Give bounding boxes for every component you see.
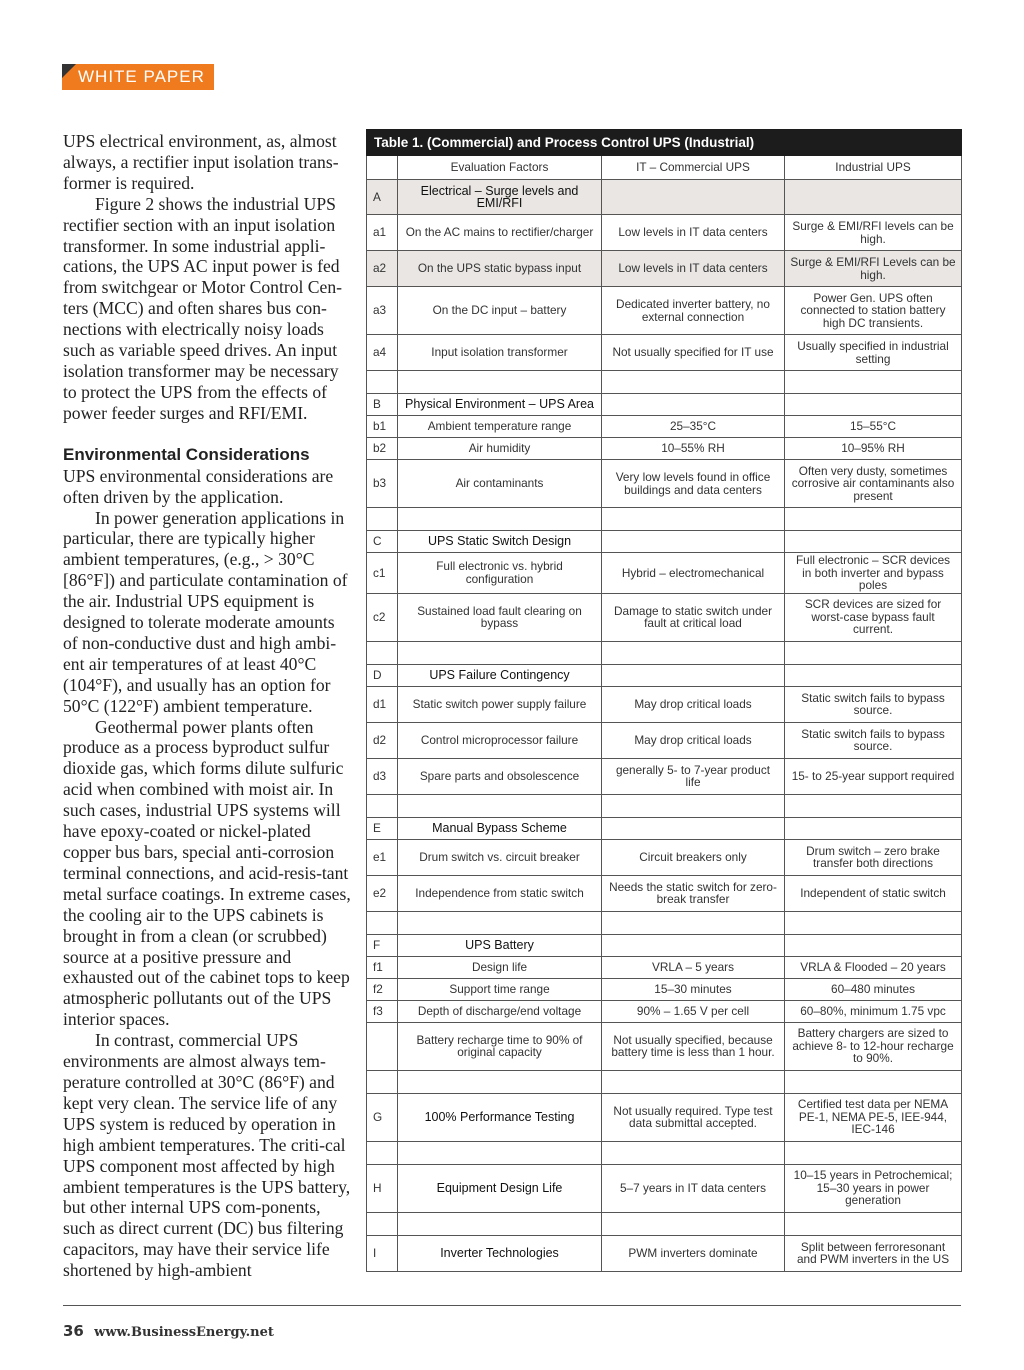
table-cell: G [367,1093,398,1141]
table-cell: Physical Environment – UPS Area [398,394,602,416]
column-header: IT – Commercial UPS [602,156,785,180]
table-row [367,686,962,722]
table-cell: c1 [367,553,398,594]
table-cell: I [367,1235,398,1271]
table-cell [785,817,962,839]
table-cell: c2 [367,593,398,641]
table-cell: Control microprocessor failure [398,722,602,758]
table-cell [785,531,962,553]
table-cell: b3 [367,460,398,508]
table-cell: Usually specified in industrial setting [785,335,962,371]
table-cell: Full electronic vs. hybrid configuration [398,553,602,594]
table-cell: Surge & EMI/RFI Levels can be high. [785,251,962,287]
table-cell: Support time range [398,978,602,1000]
table-cell: Low levels in IT data centers [602,251,785,287]
spacer-row [367,911,962,934]
ups-comparison-table [366,129,961,1272]
table-cell: May drop critical loads [602,686,785,722]
column-header: Evaluation Factors [398,156,602,180]
table-cell: May drop critical loads [602,722,785,758]
table-row [367,438,962,460]
table-cell: 5–7 years in IT data centers [602,1164,785,1212]
table-cell: Often very dusty, sometimes corrosive air contaminants also present [785,460,962,508]
table-cell: Input isolation transformer [398,335,602,371]
spacer-row [367,1070,962,1093]
table-cell: 15–55°C [785,416,962,438]
table-row [367,934,962,956]
table-cell: H [367,1164,398,1212]
table-row [367,394,962,416]
table-cell: Design life [398,956,602,978]
table-cell [602,817,785,839]
table-cell: 100% Performance Testing [398,1093,602,1141]
table-header-row [367,156,962,180]
table-row [367,839,962,875]
table-cell [785,664,962,686]
section-heading: Environmental Considerations [63,444,310,464]
table-cell: Sustained load fault clearing on bypass [398,593,602,641]
table-row [367,722,962,758]
table-cell: Static switch power supply failure [398,686,602,722]
table-row [367,1164,962,1212]
table-row [367,531,962,553]
table-cell: generally 5- to 7-year product life [602,758,785,794]
table-cell: f3 [367,1000,398,1022]
spacer-row [367,1212,962,1235]
table-cell: A [367,180,398,215]
table-cell: D [367,664,398,686]
paragraph: In power generation applications in particular, there are typically higher ambient temperatures, (e.g., > 30°C [86°F]) and particulate contamination of the air. Industrial UPS equipment is designed to tolerate moderate amounts of non-conductive dust and high ambi-ent air temperatures of at least 40°C (104°F), and usually has an option for 50°C (122°F) ambient temperature. [63,507,348,716]
table-row [367,460,962,508]
table-cell: Battery chargers are sized to achieve 8- to 12-hour recharge to 90%. [785,1022,962,1070]
spacer-row [367,641,962,664]
table-cell: Electrical – Surge levels and EMI/RFI [398,180,602,215]
section-tag-label: WHITE PAPER [78,67,205,86]
table-row [367,817,962,839]
table-cell: f1 [367,956,398,978]
table-cell [602,934,785,956]
table-cell: Inverter Technologies [398,1235,602,1271]
table-cell: 25–35°C [602,416,785,438]
table-cell: f2 [367,978,398,1000]
table-cell: UPS Failure Contingency [398,664,602,686]
table-cell: Drum switch vs. circuit breaker [398,839,602,875]
table-row [367,956,962,978]
table-cell: b2 [367,438,398,460]
table-cell: Not usually specified, because battery time is less than 1 hour. [602,1022,785,1070]
table-cell: B [367,394,398,416]
table-cell: e2 [367,875,398,911]
paragraph: Figure 2 shows the industrial UPS rectifier section with an input isolation transformer. In some industrial appli-cations, the UPS AC input power is fed from switchgear or Motor Control Cen-ters (MCC) and often shares bus con-nections with electrically noisy loads such as variable speed drives. An input isolation transformer may be necessary to protect the UPS from the effects of power feeder surges and RFI/EMI. [63,193,343,423]
table-cell [785,180,962,215]
table-cell: Depth of discharge/end voltage [398,1000,602,1022]
table-cell: VRLA & Flooded – 20 years [785,956,962,978]
table-cell: E [367,817,398,839]
table-cell: a1 [367,215,398,251]
table-cell: Static switch fails to bypass source. [785,722,962,758]
table-cell: Power Gen. UPS often connected to station battery high DC transients. [785,287,962,335]
table-cell: UPS Battery [398,934,602,956]
page-footer [63,1322,274,1340]
table-cell: d1 [367,686,398,722]
page-number: 36 [63,1322,84,1340]
table-row [367,180,962,215]
table-cell: UPS Static Switch Design [398,531,602,553]
table-cell: Split between ferroresonant and PWM inverters in the US [785,1235,962,1271]
table-cell: C [367,531,398,553]
paragraph: In contrast, commercial UPS environments are almost always tem-perature controlled at 30°C (86°F) and kept very clean. The service life of any UPS system is reduced by operation in high ambient temperatures. The criti-cal UPS component most affected by high ambient temperatures is the UPS battery, but other internal UPS com-ponents, such as direct current (DC) bus filtering capacitors, may have their service life shortened by high-ambient [63,1030,351,1281]
table-cell: 90% – 1.65 V per cell [602,1000,785,1022]
table-cell: On the AC mains to rectifier/charger [398,215,602,251]
table-cell: Full electronic – SCR devices in both inverter and bypass poles [785,553,962,594]
table-cell: Air contaminants [398,460,602,508]
footer-rule [63,1305,961,1306]
table-row [367,251,962,287]
paragraph: UPS electrical environment, as, almost always, a rectifier input isolation trans-former is required. [63,131,339,193]
spacer-row [367,508,962,531]
table-cell: 10–55% RH [602,438,785,460]
table-cell: On the DC input – battery [398,287,602,335]
table-cell: VRLA – 5 years [602,956,785,978]
table-row [367,416,962,438]
table-cell: Air humidity [398,438,602,460]
table-row [367,1000,962,1022]
table-row [367,1022,962,1070]
table-row [367,1235,962,1271]
table-cell: 10–95% RH [785,438,962,460]
white-paper-tag [62,64,214,90]
article-column [63,131,351,1281]
table-cell: On the UPS static bypass input [398,251,602,287]
table-cell: 15- to 25-year support required [785,758,962,794]
table-cell [785,394,962,416]
table-cell: Not usually specified for IT use [602,335,785,371]
table-cell [602,180,785,215]
table-cell: Surge & EMI/RFI levels can be high. [785,215,962,251]
table-row [367,1093,962,1141]
table-cell: Drum switch – zero brake transfer both directions [785,839,962,875]
table-cell: SCR devices are sized for worst-case bypass fault current. [785,593,962,641]
table-cell: F [367,934,398,956]
table-cell: a3 [367,287,398,335]
table-cell: Low levels in IT data centers [602,215,785,251]
site-url: www.BusinessEnergy.net [94,1325,274,1340]
table-cell: Circuit breakers only [602,839,785,875]
table-title: Table 1. (Commercial) and Process Control UPS (Industrial) [367,130,962,156]
table-cell: Needs the static switch for zero-break transfer [602,875,785,911]
tag-corner-notch [62,64,76,78]
table-cell: Manual Bypass Scheme [398,817,602,839]
table-cell: Independent of static switch [785,875,962,911]
table-cell [367,1022,398,1070]
table-cell: a4 [367,335,398,371]
table-cell: Dedicated inverter battery, no external connection [602,287,785,335]
table-cell: PWM inverters dominate [602,1235,785,1271]
table-cell [602,531,785,553]
table-row [367,287,962,335]
table-cell: 60–480 minutes [785,978,962,1000]
table-row [367,978,962,1000]
spacer-row [367,1141,962,1164]
table-cell: Independence from static switch [398,875,602,911]
table-row [367,875,962,911]
table-cell [602,664,785,686]
paragraph: UPS environmental considerations are often driven by the application. [63,465,334,507]
table-cell: 10–15 years in Petrochemical; 15–30 years in power generation [785,1164,962,1212]
table-cell: Certified test data per NEMA PE-1, NEMA PE-5, IEE-944, IEC-146 [785,1093,962,1141]
table-cell: Damage to static switch under fault at critical load [602,593,785,641]
column-header: Industrial UPS [785,156,962,180]
table-cell: d3 [367,758,398,794]
table-cell: Not usually required. Type test data submittal accepted. [602,1093,785,1141]
table-cell [602,394,785,416]
table-cell [785,934,962,956]
spacer-row [367,371,962,394]
table-row [367,335,962,371]
table-cell: Spare parts and obsolescence [398,758,602,794]
table-cell: Battery recharge time to 90% of original capacity [398,1022,602,1070]
table-cell: d2 [367,722,398,758]
table-cell: Static switch fails to bypass source. [785,686,962,722]
table-cell: a2 [367,251,398,287]
table-cell: e1 [367,839,398,875]
spacer-row [367,794,962,817]
table-cell: 15–30 minutes [602,978,785,1000]
table-cell: Equipment Design Life [398,1164,602,1212]
table-cell: 60–80%, minimum 1.75 vpc [785,1000,962,1022]
table-cell: b1 [367,416,398,438]
table-row [367,758,962,794]
table-row [367,553,962,594]
table-row [367,593,962,641]
table-cell: Ambient temperature range [398,416,602,438]
table-row [367,215,962,251]
table-cell: Hybrid – electromechanical [602,553,785,594]
paragraph: Geothermal power plants often produce as a process byproduct sulfur dioxide gas, which forms dilute sulfuric acid when combined with moist air. In such cases, industrial UPS systems will have epoxy-coated or nickel-plated copper bus bars, special anti-corrosion terminal connections, and acid-resis-tant metal surface coatings. In extreme cases, the cooling air to the UPS cabinets is brought in from a clean (or scrubbed) source at a positive pressure and exhausted out of the cabinet tops to keep atmospheric pollutants out of the UPS interior spaces. [63,716,351,1030]
table-cell: Very low levels found in office buildings and data centers [602,460,785,508]
table-row [367,664,962,686]
